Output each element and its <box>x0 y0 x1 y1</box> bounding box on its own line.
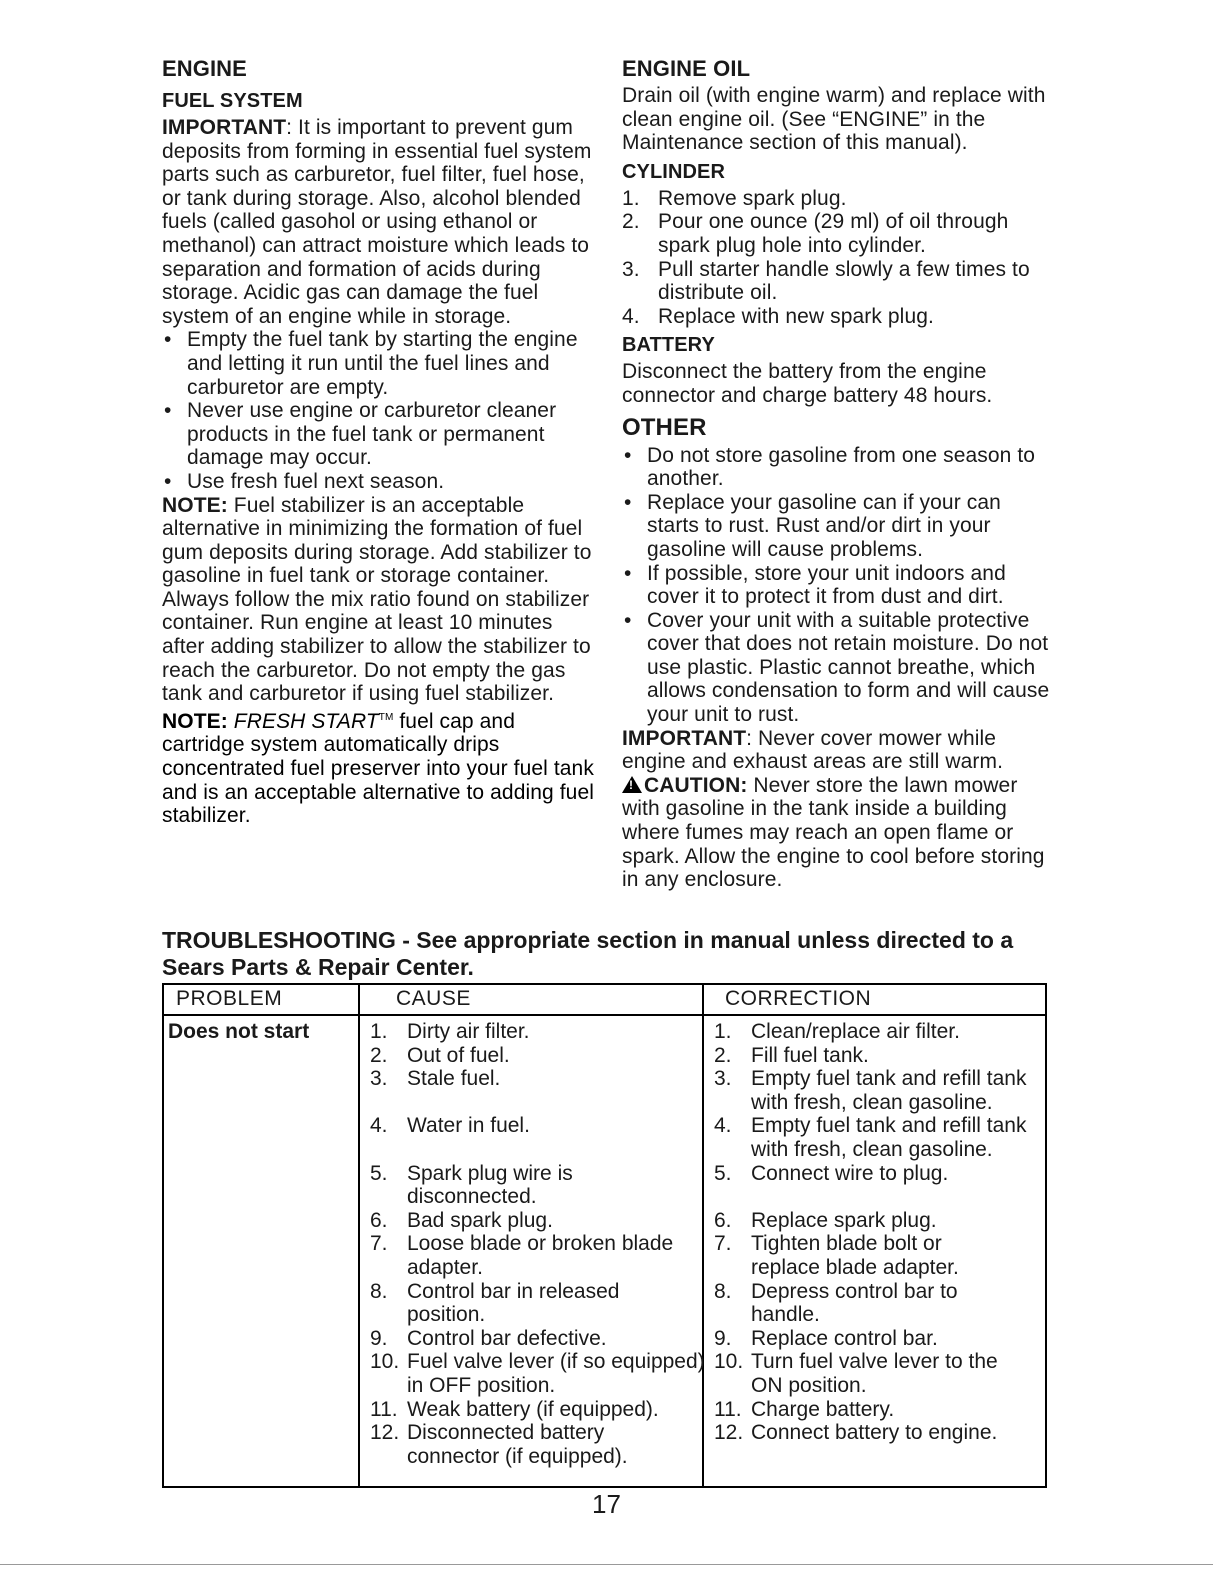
list-item: 11. Weak battery (if equipped). <box>370 1397 659 1421</box>
list-item: • If possible, store your unit indoors and cover it to protect it from dust and dirt. <box>622 562 1052 609</box>
troubleshooting-table <box>162 983 1047 1488</box>
important-text: : It is important to prevent gum deposits from forming in essential fuel system parts such as carburetor, fuel filter, fuel hose, or tank during storage. Also, alcohol blended fuels (called gasohol or using ethanol or methanol) can attract moisture which leads to separation and formation of acids during storage. Acidic gas can damage the fuel system of an engine while in storage. <box>162 116 592 328</box>
list-item: 12. Connect battery to engine. <box>714 1421 998 1445</box>
fuel-system-heading: FUEL SYSTEM <box>162 90 303 112</box>
list-item: 3. Pull starter handle slowly a few times to distribute oil. <box>622 257 1030 305</box>
correction-cell <box>714 1020 1048 1445</box>
list-item: 3. Empty fuel tank and refill tank with fresh, clean gasoline. <box>714 1067 1027 1114</box>
fuel-important-paragraph <box>162 116 594 328</box>
caution-text: Never store the lawn mower with gasoline in the tank inside a building where fumes may reach an open flame or spark. Allow the engine to cool before storing in any enclosure. <box>622 773 1045 892</box>
list-item: • Replace your gasoline can if your can starts to rust. Rust and/or dirt in your gasoline will cause problems. <box>622 491 1052 562</box>
correction-list <box>714 1020 1048 1445</box>
page-bottom-rule <box>0 1564 1213 1565</box>
note-text: Fuel stabilizer is an acceptable alternative in minimizing the formation of fuel gum deposits during storage. Add stabilizer to gasoline in fuel tank or storage container. Always follow the mix ratio found on stabilizer container. Run engine at least 10 minutes after adding stabilizer to allow the stabilizer to reach the carburetor. Do not empty the gas tank and carburetor if using fuel stabilizer. <box>162 493 592 706</box>
column-header-problem: PROBLEM <box>176 987 283 1010</box>
caution-paragraph <box>622 774 1052 892</box>
list-item: 6. Bad spark plug. <box>370 1208 553 1232</box>
note-label: NOTE: <box>162 493 228 517</box>
column-header-correction: CORRECTION <box>725 987 872 1010</box>
list-item: 9. Replace control bar. <box>714 1326 938 1350</box>
list-item: • Cover your unit with a suitable protective cover that does not retain moisture. Do not use plastic. Plastic cannot breathe, which allows condensation to form and will cause your unit to rust. <box>622 609 1052 727</box>
list-item: • Empty the fuel tank by starting the engine and letting it run until the fuel lines and carburetor are empty. <box>162 328 594 399</box>
trademark-mark: TM <box>378 711 394 723</box>
list-item: • Use fresh fuel next season. <box>162 470 594 494</box>
column-header-cause: CAUSE <box>396 987 471 1010</box>
list-item: 6. Replace spark plug. <box>714 1208 937 1232</box>
brand-name: FRESH START <box>233 709 379 733</box>
other-heading: OTHER <box>622 413 707 441</box>
list-item: 1. Remove spark plug. <box>622 186 847 210</box>
list-item: 2. Out of fuel. <box>370 1043 510 1067</box>
page-number: 17 <box>592 1489 621 1519</box>
list-item: 10. Turn fuel valve lever to the ON position. <box>714 1350 998 1397</box>
engine-oil-heading: ENGINE OIL <box>622 56 751 81</box>
right-column <box>622 54 1052 892</box>
important-text: : Never cover mower while engine and exhaust areas are still warm. <box>622 726 1004 774</box>
important-label: IMPORTANT <box>162 116 287 139</box>
list-item: • Never use engine or carburetor cleaner products in the fuel tank or permanent damage may occur. <box>162 399 594 470</box>
list-item: 7. Tighten blade bolt or replace blade adapter. <box>714 1232 959 1279</box>
battery-text: Disconnect the battery from the engine connector and charge battery 48 hours. <box>622 360 993 407</box>
list-item: 4. Water in fuel. <box>370 1114 530 1138</box>
list-item: 3. Stale fuel. <box>370 1067 501 1091</box>
list-item: 2. Fill fuel tank. <box>714 1043 869 1067</box>
caution-label: CAUTION: <box>644 773 748 797</box>
column-divider <box>702 985 704 1486</box>
cylinder-heading: CYLINDER <box>622 160 726 183</box>
important-label: IMPORTANT <box>622 726 747 750</box>
list-item: 2. Pour one ounce (29 ml) of oil through spark plug hole into cylinder. <box>622 210 1009 257</box>
list-item: 5. Spark plug wire is disconnected. <box>370 1161 573 1209</box>
cause-cell <box>370 1020 705 1468</box>
left-column <box>162 54 594 828</box>
list-item: 10. Fuel valve lever (if so equipped) in OFF position. <box>370 1350 705 1397</box>
list-item: • Do not store gasoline from one season to another. <box>622 444 1052 491</box>
table-header-row <box>164 985 1045 1016</box>
engine-oil-text: Drain oil (with engine warm) and replace with clean engine oil. (See “ENGINE” in the Maintenance section of this manual). <box>622 84 1046 155</box>
troubleshooting-title: TROUBLESHOOTING - See appropriate section in manual unless directed to a Sears Parts & Repair Center. <box>162 927 1014 980</box>
list-item: 1. Clean/replace air filter. <box>714 1020 960 1043</box>
list-item: 4. Empty fuel tank and refill tank with fresh, clean gasoline. <box>714 1114 1027 1161</box>
list-item: 12. Disconnected battery connector (if equipped). <box>370 1421 628 1468</box>
storage-important-paragraph <box>622 727 1052 774</box>
fuel-bullet-list <box>162 328 594 493</box>
note-text: fuel cap and cartridge system automatically drips concentrated fuel preserver into your fuel tank and is an acceptable alternative to adding fuel stabilizer. <box>162 709 595 828</box>
list-item: 11. Charge battery. <box>714 1397 895 1421</box>
list-item: 5. Connect wire to plug. <box>714 1161 949 1185</box>
list-item: 9. Control bar defective. <box>370 1326 607 1350</box>
list-item: 7. Loose blade or broken blade adapter. <box>370 1232 674 1279</box>
list-item: 8. Depress control bar to handle. <box>714 1279 958 1327</box>
list-item: 8. Control bar in released position. <box>370 1279 620 1327</box>
column-divider <box>358 985 360 1486</box>
list-item: 4. Replace with new spark plug. <box>622 304 934 328</box>
list-item: 1. Dirty air filter. <box>370 1020 530 1043</box>
engine-heading: ENGINE <box>162 56 247 81</box>
cause-list <box>370 1020 705 1468</box>
other-bullet-list <box>622 444 1052 727</box>
cylinder-steps <box>622 187 1052 329</box>
problem-cell: Does not start <box>168 1020 310 1043</box>
battery-heading: BATTERY <box>622 334 715 357</box>
note-label: NOTE: <box>162 709 228 733</box>
stabilizer-note <box>162 494 594 706</box>
fresh-start-note <box>162 706 594 828</box>
warning-triangle-icon <box>622 776 642 793</box>
